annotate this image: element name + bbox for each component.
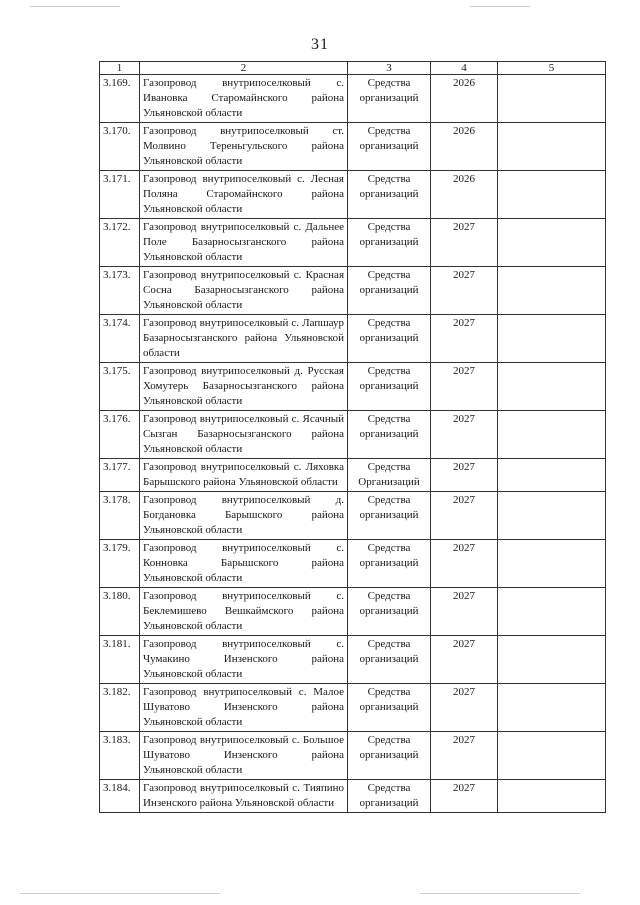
- notes-cell: [498, 492, 606, 540]
- funding-source: Средства организаций: [348, 363, 431, 411]
- object-description: Газопровод внутрипоселковый с. Чумакино Инзенского района Ульяновской области: [140, 636, 348, 684]
- notes-cell: [498, 219, 606, 267]
- scan-artifact-bottom: [420, 893, 580, 894]
- notes-cell: [498, 267, 606, 315]
- completion-year: 2026: [431, 75, 498, 123]
- table-row: [100, 363, 606, 411]
- funding-source: Средства организаций: [348, 636, 431, 684]
- completion-year: 2027: [431, 780, 498, 813]
- notes-cell: [498, 540, 606, 588]
- table-row: [100, 636, 606, 684]
- notes-cell: [498, 411, 606, 459]
- table-row: [100, 411, 606, 459]
- column-header: 1: [100, 62, 140, 75]
- completion-year: 2027: [431, 267, 498, 315]
- funding-source: Средства организаций: [348, 492, 431, 540]
- row-number: 3.177.: [100, 459, 140, 492]
- table-row: [100, 123, 606, 171]
- object-description: Газопровод внутрипоселковый с. Дальнее Поле Базарносызганского района Ульяновской области: [140, 219, 348, 267]
- funding-source: Средства организаций: [348, 588, 431, 636]
- table-row: [100, 732, 606, 780]
- scan-artifact-bottom: [20, 893, 220, 894]
- table-row: [100, 540, 606, 588]
- funding-source: Средства организаций: [348, 123, 431, 171]
- object-description: Газопровод внутрипоселковый с. Беклемишево Вешкаймского района Ульяновской области: [140, 588, 348, 636]
- funding-source: Средства организаций: [348, 540, 431, 588]
- row-number: 3.174.: [100, 315, 140, 363]
- register-table: [99, 61, 606, 813]
- completion-year: 2026: [431, 123, 498, 171]
- row-number: 3.180.: [100, 588, 140, 636]
- object-description: Газопровод внутрипоселковый с. Тияпино Инзенского района Ульяновской области: [140, 780, 348, 813]
- object-description: Газопровод внутрипоселковый д. Богдановка Барышского района Ульяновской области: [140, 492, 348, 540]
- completion-year: 2027: [431, 219, 498, 267]
- funding-source: Средства организаций: [348, 315, 431, 363]
- object-description: Газопровод внутрипоселковый с. Лесная Поляна Старомайнского района Ульяновской области: [140, 171, 348, 219]
- row-number: 3.173.: [100, 267, 140, 315]
- object-description: Газопровод внутрипоселковый с. Ляховка Барышского района Ульяновской области: [140, 459, 348, 492]
- completion-year: 2027: [431, 588, 498, 636]
- row-number: 3.184.: [100, 780, 140, 813]
- notes-cell: [498, 171, 606, 219]
- row-number: 3.182.: [100, 684, 140, 732]
- page-number: 31: [311, 36, 329, 53]
- funding-source: Средства организаций: [348, 732, 431, 780]
- table-row: [100, 267, 606, 315]
- completion-year: 2027: [431, 540, 498, 588]
- notes-cell: [498, 684, 606, 732]
- object-description: Газопровод внутрипоселковый ст. Молвино Тереньгульского района Ульяновской области: [140, 123, 348, 171]
- funding-source: Средства организаций: [348, 171, 431, 219]
- funding-source: Средства организаций: [348, 219, 431, 267]
- completion-year: 2027: [431, 459, 498, 492]
- column-header: 5: [498, 62, 606, 75]
- notes-cell: [498, 75, 606, 123]
- row-number: 3.183.: [100, 732, 140, 780]
- row-number: 3.181.: [100, 636, 140, 684]
- row-number: 3.178.: [100, 492, 140, 540]
- object-description: Газопровод внутрипоселковый с. Ясачный Сызган Базарносызганского района Ульяновской области: [140, 411, 348, 459]
- object-description: Газопровод внутрипоселковый с. Большое Шуватово Инзенского района Ульяновской области: [140, 732, 348, 780]
- scan-artifact-top: [30, 6, 120, 7]
- funding-source: Средства организаций: [348, 411, 431, 459]
- table-body: [100, 75, 606, 813]
- column-header: 2: [140, 62, 348, 75]
- notes-cell: [498, 732, 606, 780]
- funding-source: Средства организаций: [348, 267, 431, 315]
- table-row: [100, 492, 606, 540]
- completion-year: 2027: [431, 411, 498, 459]
- row-number: 3.179.: [100, 540, 140, 588]
- object-description: Газопровод внутрипоселковый с. Красная Сосна Базарносызганского района Ульяновской области: [140, 267, 348, 315]
- table-row: [100, 588, 606, 636]
- table-row: [100, 75, 606, 123]
- row-number: 3.169.: [100, 75, 140, 123]
- completion-year: 2027: [431, 732, 498, 780]
- table-header-row: [100, 62, 606, 75]
- notes-cell: [498, 123, 606, 171]
- table-row: [100, 171, 606, 219]
- scan-artifact-top: [470, 6, 530, 7]
- completion-year: 2027: [431, 636, 498, 684]
- table-row: [100, 459, 606, 492]
- notes-cell: [498, 363, 606, 411]
- funding-source: Средства организаций: [348, 780, 431, 813]
- completion-year: 2027: [431, 363, 498, 411]
- object-description: Газопровод внутрипоселковый с. Конновка Барышского района Ульяновской области: [140, 540, 348, 588]
- column-header: 3: [348, 62, 431, 75]
- table-row: [100, 315, 606, 363]
- row-number: 3.170.: [100, 123, 140, 171]
- object-description: Газопровод внутрипоселковый д. Русская Хомутерь Базарносызганского района Ульяновской области: [140, 363, 348, 411]
- completion-year: 2027: [431, 492, 498, 540]
- row-number: 3.176.: [100, 411, 140, 459]
- notes-cell: [498, 588, 606, 636]
- column-header: 4: [431, 62, 498, 75]
- notes-cell: [498, 315, 606, 363]
- table-row: [100, 780, 606, 813]
- object-description: Газопровод внутрипоселковый с. Малое Шуватово Инзенского района Ульяновской области: [140, 684, 348, 732]
- completion-year: 2027: [431, 315, 498, 363]
- notes-cell: [498, 780, 606, 813]
- funding-source: Средства организаций: [348, 684, 431, 732]
- row-number: 3.171.: [100, 171, 140, 219]
- table-row: [100, 684, 606, 732]
- funding-source: Средства организаций: [348, 75, 431, 123]
- funding-source: Средства Организаций: [348, 459, 431, 492]
- notes-cell: [498, 459, 606, 492]
- object-description: Газопровод внутрипоселковый с. Лапшаур Базарносызганского района Ульяновской области: [140, 315, 348, 363]
- row-number: 3.175.: [100, 363, 140, 411]
- notes-cell: [498, 636, 606, 684]
- completion-year: 2027: [431, 684, 498, 732]
- completion-year: 2026: [431, 171, 498, 219]
- row-number: 3.172.: [100, 219, 140, 267]
- table-row: [100, 219, 606, 267]
- object-description: Газопровод внутрипоселковый с. Ивановка Старомайнского района Ульяновской области: [140, 75, 348, 123]
